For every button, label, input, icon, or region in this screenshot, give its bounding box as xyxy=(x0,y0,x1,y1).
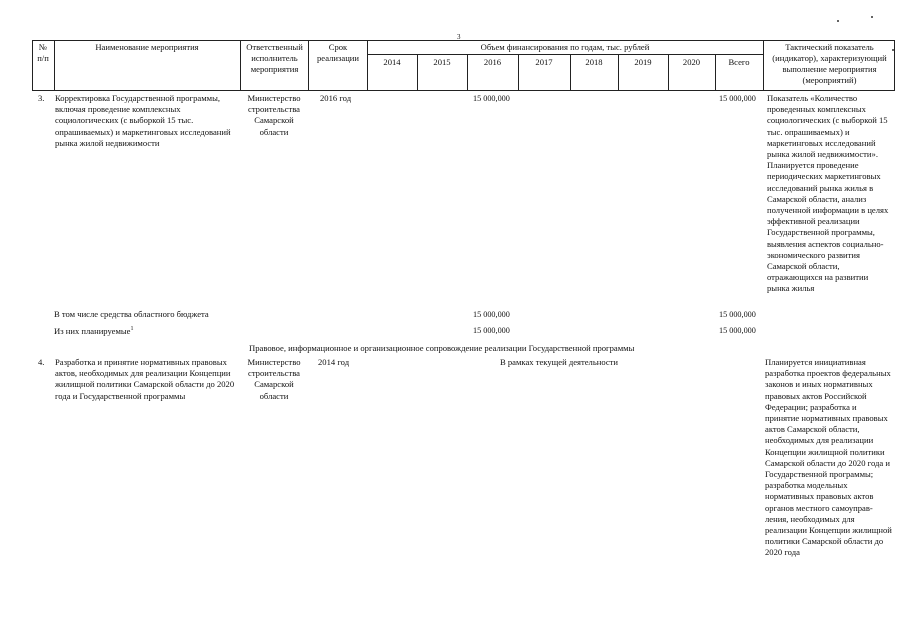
scan-speck xyxy=(837,20,839,22)
page-number: 3 xyxy=(457,33,461,41)
row3-indicator: Показатель «Количество проведенных комплексных социологических (с выборкой 15 тыс. опрашиваемых) и маркетинговых исследований рынка жилой недвижимости». Планируется проведение периодических маркетинговых исследований рынка жилья в Самарской области, анализ полученной информации в целях эффективной реализации Государственной программы, выявления аспектов социально-экономического развития Самарской области, отражающихся на развитии рынка жилья xyxy=(767,93,889,294)
regional-budget-amount-2016: 15 000,000 xyxy=(473,310,510,319)
header-year-2016: 2016 xyxy=(483,57,502,67)
scan-speck xyxy=(871,16,873,18)
col-border xyxy=(894,40,895,91)
header-year-2020: 2020 xyxy=(682,57,701,67)
row3-name: Корректировка Государственной программы, включая проведение комплексных социологических (с выборкой 15 тыс. опрашиваемых) и маркетинговых исследований рынка жилой недвижимости xyxy=(55,93,231,148)
header-year-2017: 2017 xyxy=(535,57,553,67)
header-year-2019: 2019 xyxy=(634,57,652,67)
planned-amount-2016: 15 000,000 xyxy=(473,326,510,335)
row4-term: 2014 год xyxy=(318,357,350,367)
header-num: № п/п xyxy=(37,42,49,63)
planned-label-text: Из них планируемые xyxy=(54,325,131,336)
row3-total: 15 000,000 xyxy=(719,94,756,103)
years-divider xyxy=(367,54,763,55)
header-funding: Объем финансирования по годам, тыс. рублей xyxy=(480,42,650,52)
row3-responsible: Министерство строительства Самарской области xyxy=(247,93,301,137)
header-term: Срок реализации xyxy=(317,42,359,63)
row4-number: 4. xyxy=(38,357,45,367)
regional-budget-label: В том числе средства областного бюджета xyxy=(54,309,209,319)
header-responsible: Ответственный исполнитель мероприятия xyxy=(246,42,303,74)
header-total: Всего xyxy=(728,57,750,67)
col-border xyxy=(763,40,764,91)
row4-responsible: Министерство строительства Самарской области xyxy=(247,357,301,401)
row4-indicator: Планируется инициативная разработка проектов федеральных законов и иных нормативных правовых актов Российской Федерации; разработка и принятие нормативных правовых актов Самарской области, необходимых для реализации Концепции жилищной политики Самарской области до 2020 года и Государственной программы; разработка модельных нормативных правовых актов органов местного самоуправ-ления, необходимых для реализации Концепции жилищной политики Самарской области до 2020 года xyxy=(765,357,892,558)
header-top-border xyxy=(32,40,894,41)
regional-budget-total: 15 000,000 xyxy=(719,310,756,319)
header-year-2018: 2018 xyxy=(585,57,603,67)
header-name: Наименование мероприятия xyxy=(95,42,199,52)
row3-amount-2016: 15 000,000 xyxy=(473,94,510,103)
header-year-2014: 2014 xyxy=(383,57,401,67)
header-indicator: Тактический показатель (индикатор), характеризующий выполнение мероприятия (мероприятий) xyxy=(772,42,887,85)
row4-funding-note: В рамках текущей деятельности xyxy=(500,357,619,367)
header-year-2015: 2015 xyxy=(433,57,451,67)
section-title: Правовое, информационное и организационное сопровождение реализации Государственной программы xyxy=(249,343,635,353)
planned-footnote: 1 xyxy=(130,326,134,332)
row4-name: Разработка и принятие нормативных правовых актов, необходимых для реализации Концепции жилищной политики Самарской области до 2020 года и Государственной программы xyxy=(55,357,235,401)
planned-total: 15 000,000 xyxy=(719,326,756,335)
planned-label xyxy=(54,324,134,337)
row3-number: 3. xyxy=(38,93,45,103)
header-bottom-border xyxy=(32,90,894,91)
row3-term: 2016 год xyxy=(320,93,352,103)
